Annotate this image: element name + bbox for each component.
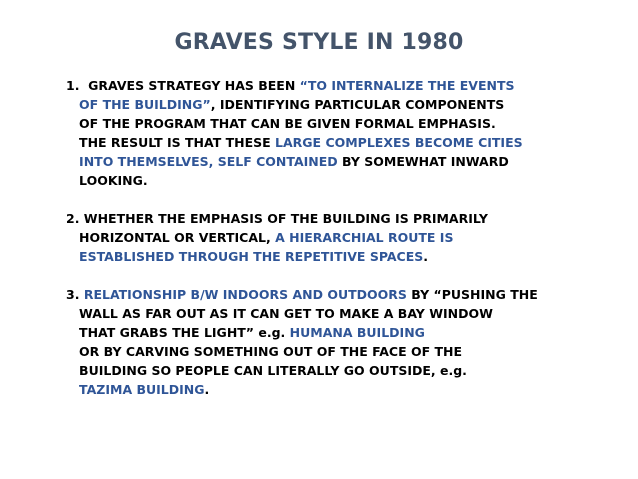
body-text: OR BY CARVING SOMETHING OUT OF THE FACE OF THE <box>66 344 463 359</box>
point-line <box>66 152 632 171</box>
body-text: OF THE PROGRAM THAT CAN BE GIVEN FORMAL EMPHASIS. <box>66 116 496 131</box>
body-text: . <box>423 249 428 264</box>
point-item <box>66 76 632 190</box>
body-text: WALL AS FAR OUT AS IT CAN GET TO MAKE A BAY WINDOW <box>66 306 493 321</box>
highlighted-text: “TO INTERNALIZE THE EVENTS <box>299 78 515 93</box>
highlighted-text: A HIERARCHIAL ROUTE IS <box>275 230 454 245</box>
point-line <box>66 133 632 152</box>
body-text: , IDENTIFYING PARTICULAR COMPONENTS <box>210 97 505 112</box>
slide-title: GRAVES STYLE IN 1980 <box>174 30 464 55</box>
highlighted-text: HUMANA BUILDING <box>289 325 425 340</box>
point-line <box>66 95 632 114</box>
point-line <box>66 209 632 228</box>
point-line <box>66 361 632 380</box>
highlighted-text: TAZIMA BUILDING <box>66 382 205 397</box>
point-item <box>66 285 632 399</box>
highlighted-text: OF THE BUILDING” <box>66 97 211 112</box>
point-line <box>66 114 632 133</box>
body-text: BY “PUSHING THE <box>406 287 538 302</box>
point-list <box>66 76 632 418</box>
body-text: HORIZONTAL OR VERTICAL, <box>66 230 276 245</box>
body-text: THAT GRABS THE LIGHT” e.g. <box>66 325 290 340</box>
body-text: LOOKING. <box>66 173 148 188</box>
body-text: 3. <box>66 287 84 302</box>
highlighted-text: INTO THEMSELVES, SELF CONTAINED <box>66 154 338 169</box>
body-text: 2. WHETHER THE EMPHASIS OF THE BUILDING IS PRIMARILY <box>66 211 488 226</box>
point-line <box>66 228 632 247</box>
highlighted-text: RELATIONSHIP B/W INDOORS AND OUTDOORS <box>83 287 407 302</box>
point-line <box>66 76 632 95</box>
body-text: BY SOMEWHAT INWARD <box>337 154 509 169</box>
point-line <box>66 304 632 323</box>
body-text: THE RESULT IS THAT THESE <box>66 135 276 150</box>
body-text: BUILDING SO PEOPLE CAN LITERALLY GO OUTSIDE, e.g. <box>66 363 467 378</box>
point-line <box>66 171 632 190</box>
point-line <box>66 342 632 361</box>
point-line <box>66 285 632 304</box>
point-line <box>66 323 632 342</box>
body-text: . <box>204 382 210 397</box>
point-item <box>66 209 632 266</box>
point-line <box>66 380 632 399</box>
body-text: 1. GRAVES STRATEGY HAS BEEN <box>66 78 300 93</box>
highlighted-text: LARGE COMPLEXES BECOME CITIES <box>275 135 523 150</box>
highlighted-text: ESTABLISHED THROUGH THE REPETITIVE SPACES <box>66 249 424 264</box>
point-line <box>66 247 632 266</box>
